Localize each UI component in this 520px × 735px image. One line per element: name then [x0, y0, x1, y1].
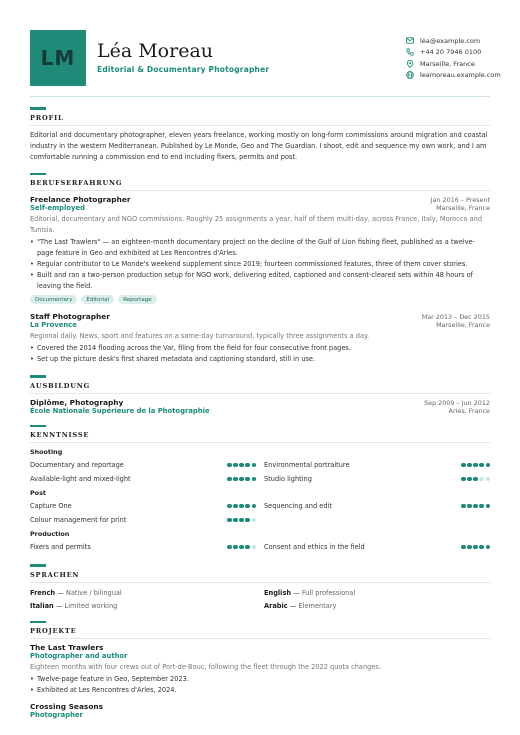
language-name: English: [264, 588, 292, 597]
job-title: Staff Photographer: [30, 312, 110, 321]
school-location: Arles, France: [448, 406, 490, 415]
job-employer: Self-employed: [30, 204, 85, 212]
contact-email[interactable]: [405, 35, 501, 47]
profile-summary: Editorial and documentary photographer, eleven years freelance, working mostly on long-form commissions around migration and coastal industry in the western Mediterranean. Published by Le Monde, Geo and The Guardian. I shoot, edit and sequence my own work, and I am comfortable running a commission end to end including fixers, permits and post.: [30, 130, 488, 161]
rating-dot-empty: [252, 518, 257, 523]
project-highlight: • Twelve-page feature in Geo, September 2023.: [30, 674, 490, 685]
job-tags: [30, 295, 490, 304]
skill-item: [264, 458, 490, 472]
candidate-headline: Editorial & Documentary Photographer: [97, 65, 270, 74]
skill-rating: [461, 477, 490, 482]
rating-dot-filled: [467, 477, 472, 482]
mail-icon: [405, 36, 414, 45]
rating-dot-filled: [227, 477, 232, 482]
language-item: Italian — Limited working: [30, 601, 118, 610]
job-highlights: [30, 237, 490, 292]
skill-rating: [461, 545, 490, 550]
language-level: Native / bilingual: [65, 588, 122, 597]
skill-name: Documentary and reportage: [30, 461, 124, 469]
skill-name: Sequencing and edit: [264, 502, 332, 510]
job-highlight: • "The Last Trawlers" — an eighteen-month documentary project on the decline of the Gulf of Lion fishing fleet, published as a twelve-page feature in Geo and exhibited at Les Rencontres d'Arles.: [30, 237, 490, 259]
language-grid: [30, 587, 490, 613]
language-name: Arabic: [264, 601, 288, 610]
job-highlight: • Covered the 2014 flooding across the Var, filing from the field for four consecutive front pages.: [30, 343, 490, 354]
profile-section: [30, 107, 490, 163]
rating-dot-filled: [467, 463, 472, 468]
skill-rating: [227, 518, 256, 523]
rating-dot-filled: [473, 545, 478, 550]
skill-rating: [227, 463, 256, 468]
rating-dot-filled: [233, 504, 238, 509]
rating-dot-filled: [473, 463, 478, 468]
header-divider: [30, 96, 490, 97]
candidate-name: Léa Moreau: [97, 40, 214, 62]
rating-dot-filled: [245, 545, 250, 550]
job-highlights: [30, 343, 490, 365]
skill-rating: [461, 504, 490, 509]
rating-dot-filled: [239, 463, 244, 468]
resume-body: [30, 105, 490, 719]
rating-dot-filled: [233, 545, 238, 550]
section-title-education: AUSBILDUNG: [30, 382, 490, 394]
projects-section: [30, 621, 490, 720]
skill-name: Environmental portraiture: [264, 461, 350, 469]
tag-chip: Reportage: [118, 295, 156, 304]
rating-dot-filled: [479, 545, 484, 550]
job-highlight: • Regular contributor to Le Monde's weekend supplement since 2019; fourteen commissioned features, three of them cover stories.: [30, 259, 490, 270]
job-description: Editorial, documentary and NGO commissions. Roughly 25 assignments a year, half of them multi-day, across France, Italy, Morocco and Tunisia.: [30, 215, 483, 234]
education-dates: Sep 2009 – Jun 2012: [424, 398, 490, 407]
job-title: Freelance Photographer: [30, 195, 131, 204]
section-title-languages: SPRACHEN: [30, 571, 490, 583]
rating-dot-filled: [252, 477, 257, 482]
rating-dot-filled: [233, 463, 238, 468]
project-title: Crossing Seasons: [30, 702, 104, 711]
rating-dot-filled: [252, 463, 257, 468]
skill-item: [264, 472, 490, 486]
rating-dot-filled: [233, 477, 238, 482]
skill-item: [264, 499, 490, 513]
section-accent-bar: [30, 173, 46, 176]
language-name: Italian: [30, 601, 54, 610]
section-title-profile: PROFIL: [30, 114, 490, 126]
experience-section: [30, 173, 490, 366]
language-level: Elementary: [298, 601, 337, 610]
languages-section: [30, 564, 490, 613]
rating-dot-filled: [461, 504, 466, 509]
rating-dot-filled: [461, 545, 466, 550]
contact-phone[interactable]: [405, 47, 501, 59]
job-employer: La Provence: [30, 321, 77, 329]
rating-dot-filled: [486, 463, 491, 468]
skill-category: Shooting: [30, 448, 63, 456]
rating-dot-filled: [473, 477, 478, 482]
rating-dot-filled: [245, 518, 250, 523]
language-item: Arabic — Elementary: [264, 601, 337, 610]
job-entry: [30, 195, 490, 304]
rating-dot-filled: [227, 518, 232, 523]
skill-name: Colour management for print: [30, 516, 127, 524]
monogram-badge: LM: [30, 30, 86, 86]
skill-item: [30, 499, 256, 513]
section-title-projects: PROJEKTE: [30, 627, 490, 639]
rating-dot-filled: [252, 504, 257, 509]
skill-rating: [227, 477, 256, 482]
skill-item: [264, 540, 490, 554]
contact-location-text: Marseille, France: [420, 59, 475, 68]
skill-item: [30, 472, 256, 486]
rating-dot-filled: [467, 545, 472, 550]
job-highlight: • Built and ran a two-person production setup for NGO work, delivering edited, captioned and consent-cleared sets within 48 hours of leaving the field.: [30, 270, 490, 292]
job-location: Marseille, France: [436, 321, 490, 329]
skill-category: Production: [30, 530, 70, 538]
rating-dot-filled: [245, 463, 250, 468]
language-item: English — Full professional: [264, 588, 356, 597]
skill-category: Post: [30, 489, 46, 497]
job-dates: Mar 2013 – Dec 2015: [421, 313, 490, 321]
project-highlight: • Exhibited at Les Rencontres d'Arles, 2024.: [30, 685, 490, 696]
rating-dot-filled: [245, 477, 250, 482]
language-level: Limited working: [64, 601, 118, 610]
job-highlight: • Set up the picture desk's first shared metadata and captioning standard, still in use.: [30, 354, 490, 365]
skill-grid: [30, 499, 490, 527]
tag-chip: Editorial: [81, 295, 114, 304]
rating-dot-filled: [239, 518, 244, 523]
rating-dot-filled: [239, 477, 244, 482]
job-location: Marseille, France: [436, 204, 490, 212]
skill-rating: [461, 463, 490, 468]
skill-name: Available-light and mixed-light: [30, 475, 131, 483]
section-accent-bar: [30, 621, 46, 624]
rating-dot-filled: [233, 518, 238, 523]
location-icon: [405, 59, 414, 68]
contact-location: [405, 58, 501, 70]
rating-dot-filled: [239, 545, 244, 550]
rating-dot-filled: [473, 504, 478, 509]
section-accent-bar: [30, 564, 46, 567]
rating-dot-filled: [461, 477, 466, 482]
skill-name: Fixers and permits: [30, 543, 91, 551]
phone-icon: [405, 48, 414, 57]
job-dates: Jan 2016 – Present: [430, 196, 490, 204]
skill-name: Consent and ethics in the field: [264, 543, 365, 551]
contact-phone-text: +44 20 7946 0100: [420, 48, 482, 57]
skills-section: [30, 425, 490, 555]
section-accent-bar: [30, 375, 46, 378]
project-role: Photographer: [30, 711, 83, 719]
job-entry: [30, 312, 490, 365]
rating-dot-filled: [486, 504, 491, 509]
rating-dot-filled: [245, 504, 250, 509]
language-name: French: [30, 588, 56, 597]
skill-rating: [227, 504, 256, 509]
job-description: Regional daily. News, sport and features on a same-day turnaround, typically three assignments a day.: [30, 332, 370, 340]
skill-grid: [30, 458, 490, 486]
contact-list: [405, 35, 501, 81]
project-description: Eighteen months with four crews out of Port-de-Bouc, following the fleet through the 2022 quota changes.: [30, 663, 381, 671]
rating-dot-filled: [467, 504, 472, 509]
contact-website[interactable]: [405, 70, 501, 82]
rating-dot-filled: [486, 545, 491, 550]
project-title: The Last Trawlers: [30, 643, 104, 652]
section-title-skills: KENNTNISSE: [30, 431, 490, 443]
education-section: [30, 375, 490, 415]
skill-rating: [227, 545, 256, 550]
contact-email-text: léa@example.com: [420, 36, 481, 45]
resume-header: [0, 0, 520, 96]
rating-dot-empty: [479, 477, 484, 482]
section-accent-bar: [30, 107, 46, 110]
rating-dot-filled: [227, 463, 232, 468]
rating-dot-empty: [486, 477, 491, 482]
language-level: Full professional: [301, 588, 356, 597]
rating-dot-empty: [252, 545, 257, 550]
project-highlights: [30, 674, 490, 696]
rating-dot-filled: [479, 463, 484, 468]
rating-dot-filled: [227, 504, 232, 509]
section-title-experience: BERUFSERFAHRUNG: [30, 179, 490, 191]
contact-website-text: leamoreau.example.com: [420, 71, 501, 80]
rating-dot-filled: [461, 463, 466, 468]
tag-chip: Documentary: [30, 295, 77, 304]
rating-dot-filled: [239, 504, 244, 509]
language-item: French — Native / bilingual: [30, 588, 122, 597]
skill-item: [30, 540, 256, 554]
project-role: Photographer and author: [30, 652, 128, 660]
degree-title: Diplôme, Photography: [30, 397, 124, 407]
rating-dot-filled: [479, 504, 484, 509]
skill-name: Studio lighting: [264, 475, 312, 483]
skill-item: [30, 458, 256, 472]
school-name: École Nationale Supérieure de la Photographie: [30, 406, 210, 415]
rating-dot-filled: [227, 545, 232, 550]
skill-name: Capture One: [30, 502, 72, 510]
globe-icon: [405, 71, 414, 80]
section-accent-bar: [30, 425, 46, 428]
skill-item: [30, 513, 256, 527]
skill-grid: [30, 540, 490, 554]
